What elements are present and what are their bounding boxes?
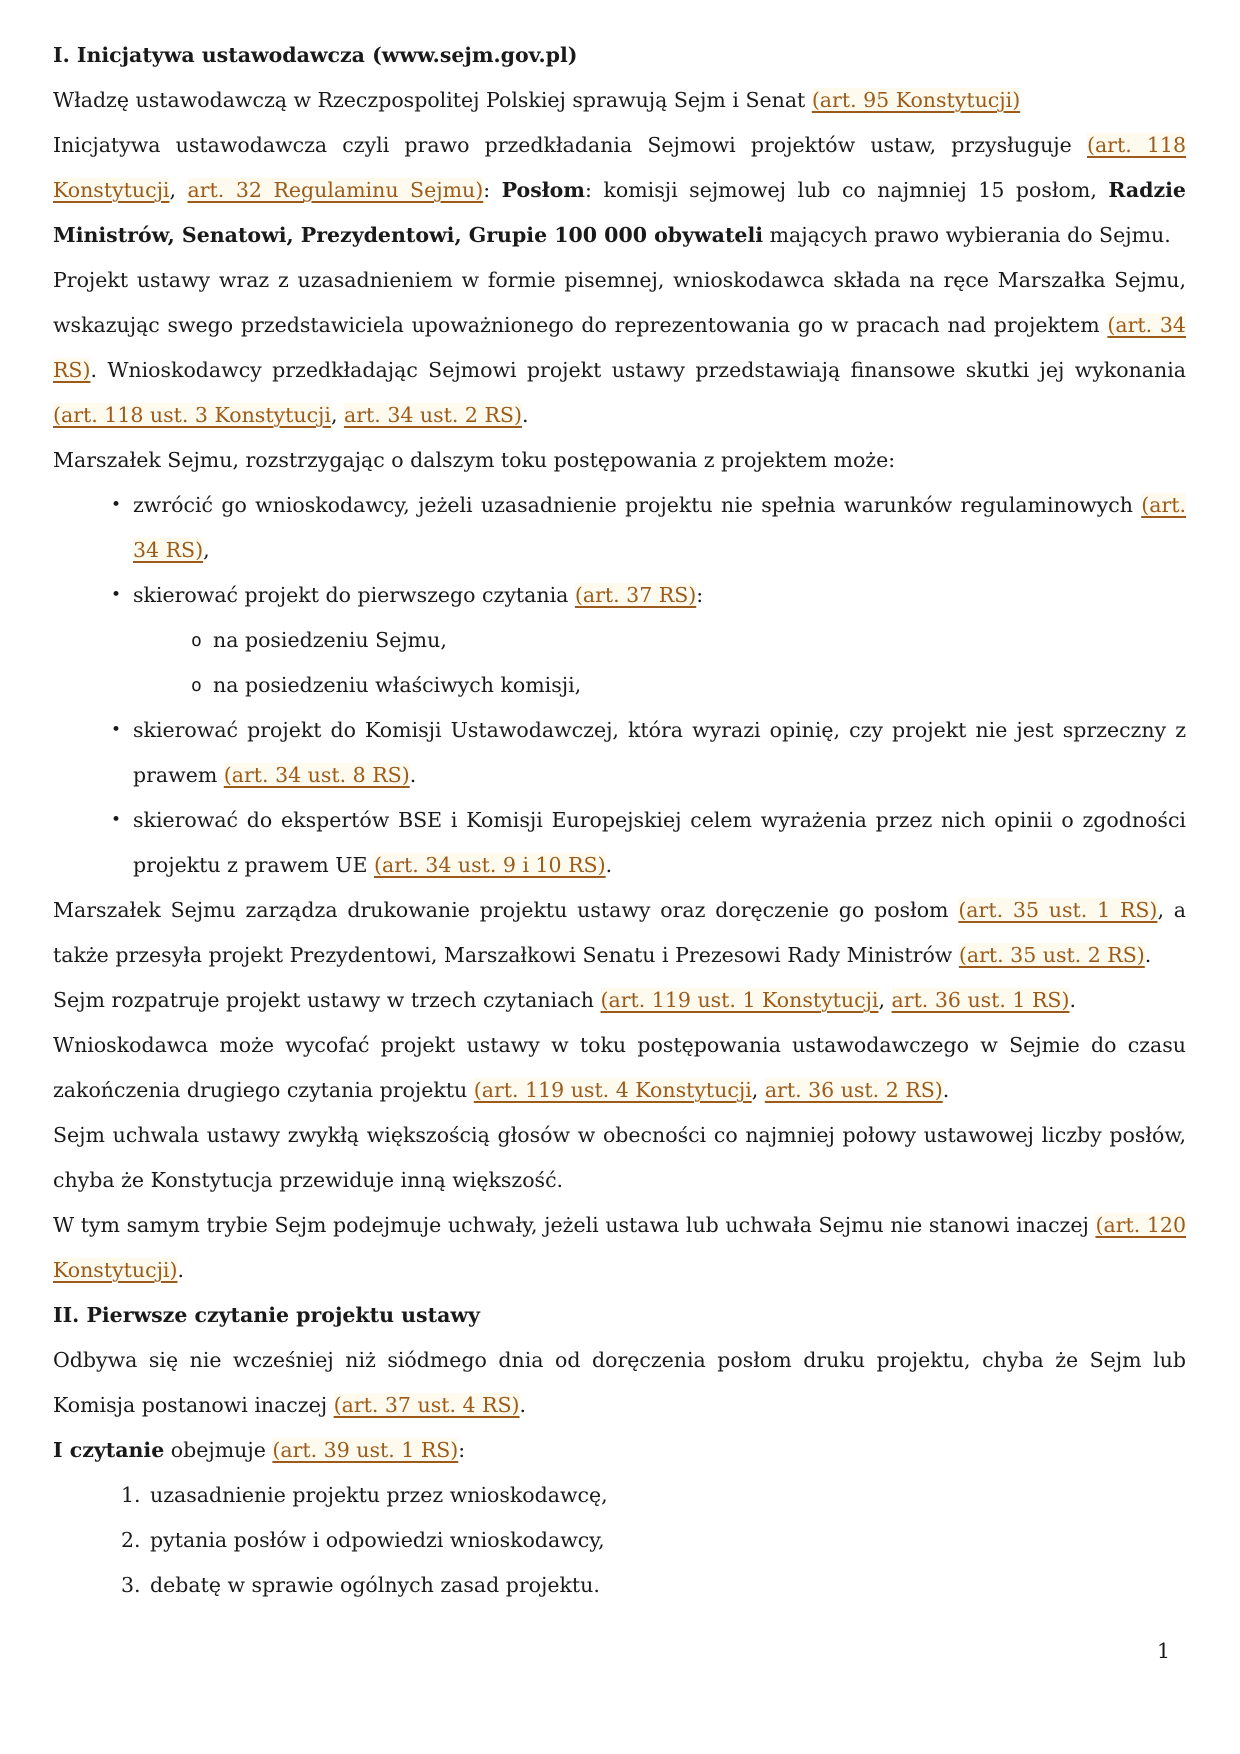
- paragraph: [53, 1428, 1186, 1473]
- text-run: Sejm uchwala ustawy zwykłą większością głosów w obecności co najmniej połowy ustawowej liczby posłów, chyba że Konstytucja przewiduje inną większość.: [53, 1123, 1186, 1192]
- article-link[interactable]: (art. 34 RS): [53, 313, 1186, 382]
- paragraph: [53, 438, 1186, 483]
- paragraph: [53, 258, 1186, 438]
- text-run: skierować do ekspertów BSE i Komisji Europejskiej celem wyrażenia przez nich opinii o zgodności projektu z prawem UE: [133, 808, 1186, 877]
- article-link[interactable]: (art. 120 Konstytucji): [53, 1213, 1186, 1282]
- bold-text-run: Radzie Ministrów, Senatowi, Prezydentowi, Grupie 100 000 obywateli: [53, 178, 1186, 247]
- paragraph: [53, 1113, 1186, 1203]
- text-run: .: [521, 403, 529, 427]
- text-run: , a także przesyła projekt Prezydentowi, Marszałkowi Senatu i Prezesowi Rady Ministrów: [53, 898, 1186, 967]
- text-run: Marszałek Sejmu zarządza drukowanie projektu ustawy oraz doręczenie go posłom: [53, 898, 959, 922]
- article-link[interactable]: (art. 119 ust. 4 Konstytucji: [473, 1078, 752, 1102]
- article-link[interactable]: (art. 119 ust. 1 Konstytucji: [600, 988, 879, 1012]
- text-run: Odbywa się nie wcześniej niż siódmego dnia od doręczenia posłom druku projektu, chyba że Sejm lub Komisja postanowi inaczej: [53, 1348, 1186, 1417]
- text-run: .: [519, 1393, 527, 1417]
- article-link[interactable]: (art. 35 ust. 2 RS): [958, 943, 1145, 967]
- text-run: :: [483, 178, 502, 202]
- article-link[interactable]: art. 36 ust. 2 RS): [764, 1078, 943, 1102]
- paragraph: [53, 123, 1186, 258]
- article-link[interactable]: art. 34 ust. 2 RS): [344, 403, 522, 427]
- text-run: na posiedzeniu właściwych komisji,: [213, 673, 582, 697]
- paragraph: [53, 978, 1186, 1023]
- list-number: 1.: [121, 1483, 141, 1507]
- text-run: . Wnioskodawcy przedkładając Sejmowi projekt ustawy przedstawiają finansowe skutki jej wykonania: [90, 358, 1186, 382]
- list-item-text: [133, 483, 1186, 573]
- numbered-item: [53, 1518, 1186, 1563]
- text-run: ,: [169, 178, 188, 202]
- bullet-item: [53, 483, 1186, 573]
- list-item-text: [150, 1473, 1186, 1518]
- article-link[interactable]: art. 32 Regulaminu Sejmu): [187, 178, 484, 202]
- text-run: ,: [751, 1078, 765, 1102]
- text-run: Projekt ustawy wraz z uzasadnieniem w formie pisemnej, wnioskodawca składa na ręce Marszałka Sejmu, wskazując swego przedstawiciela upoważnionego do reprezentowania go w pracach nad projektem: [53, 268, 1186, 337]
- text-run: pytania posłów i odpowiedzi wnioskodawcy,: [150, 1528, 605, 1552]
- text-run: W tym samym trybie Sejm podejmuje uchwały, jeżeli ustawa lub uchwała Sejmu nie stanowi inaczej: [53, 1213, 1096, 1237]
- list-item-text: [150, 1518, 1186, 1563]
- document-content: [53, 33, 1186, 1608]
- text-run: zwrócić go wnioskodawcy, jeżeli uzasadnienie projektu nie spełnia warunków regulaminowych: [133, 493, 1142, 517]
- text-run: : komisji sejmowej lub co najmniej 15 posłom,: [585, 178, 1109, 202]
- sub-bullet-item: [53, 663, 1186, 708]
- article-link[interactable]: (art. 34 RS): [133, 493, 1186, 562]
- bullet-marker-icon: o: [191, 630, 202, 651]
- bullet-marker-icon: •: [111, 585, 122, 605]
- text-run: Wnioskodawca może wycofać projekt ustawy w toku postępowania ustawodawczego w Sejmie do czasu zakończenia drugiego czytania projektu: [53, 1033, 1186, 1102]
- bold-text-run: Posłom: [501, 178, 586, 202]
- article-link[interactable]: (art. 35 ust. 1 RS): [958, 898, 1158, 922]
- list-item-text: [133, 708, 1186, 798]
- text-run: ,: [878, 988, 892, 1012]
- text-run: skierować projekt do pierwszego czytania: [133, 583, 575, 607]
- bullet-marker-icon: •: [111, 495, 122, 515]
- text-run: ,: [203, 538, 210, 562]
- list-item-text: [133, 573, 1186, 618]
- numbered-item: [53, 1473, 1186, 1518]
- list-item-text: [150, 1563, 1186, 1608]
- article-link[interactable]: (art. 95 Konstytucji): [811, 88, 1021, 112]
- text-run: :: [696, 583, 704, 607]
- bullet-item: [53, 708, 1186, 798]
- text-run: Władzę ustawodawczą w Rzeczpospolitej Polskiej sprawują Sejm i Senat: [53, 88, 812, 112]
- bullet-item: [53, 573, 1186, 618]
- article-link[interactable]: (art. 37 RS): [574, 583, 697, 607]
- list-item-text: [213, 618, 1186, 663]
- section-heading: [53, 33, 1186, 78]
- list-item-text: [213, 663, 1186, 708]
- text-run: mających prawo wybierania do Sejmu.: [763, 223, 1171, 247]
- bold-text-run: I. Inicjatywa ustawodawcza (www.sejm.gov.pl): [53, 43, 578, 67]
- text-run: Sejm rozpatruje projekt ustawy w trzech czytaniach: [53, 988, 601, 1012]
- text-run: .: [1069, 988, 1077, 1012]
- text-run: obejmuje: [164, 1438, 273, 1462]
- text-run: .: [177, 1258, 185, 1282]
- list-number: 3.: [121, 1573, 141, 1597]
- bold-text-run: I czytanie: [53, 1438, 165, 1462]
- text-run: .: [1144, 943, 1152, 967]
- paragraph: [53, 1023, 1186, 1113]
- article-link[interactable]: (art. 34 ust. 9 i 10 RS): [374, 853, 606, 877]
- bullet-marker-icon: •: [111, 720, 122, 740]
- section-heading: [53, 1293, 1186, 1338]
- text-run: ,: [330, 403, 345, 427]
- bold-text-run: II. Pierwsze czytanie projektu ustawy: [53, 1303, 480, 1327]
- sub-bullet-item: [53, 618, 1186, 663]
- text-run: na posiedzeniu Sejmu,: [213, 628, 447, 652]
- text-run: Inicjatywa ustawodawcza czyli prawo przedkładania Sejmowi projektów ustaw, przysługuje: [53, 133, 1087, 157]
- article-link[interactable]: (art. 118 ust. 3 Konstytucji: [53, 403, 331, 427]
- text-run: .: [942, 1078, 950, 1102]
- paragraph: [53, 78, 1186, 123]
- article-link[interactable]: (art. 34 ust. 8 RS): [223, 763, 410, 787]
- article-link[interactable]: (art. 37 ust. 4 RS): [333, 1393, 520, 1417]
- article-link[interactable]: (art. 39 ust. 1 RS): [272, 1438, 459, 1462]
- list-number: 2.: [121, 1528, 141, 1552]
- text-run: uzasadnienie projektu przez wnioskodawcę,: [150, 1483, 608, 1507]
- numbered-item: [53, 1563, 1186, 1608]
- bullet-marker-icon: o: [191, 675, 202, 696]
- text-run: Marszałek Sejmu, rozstrzygając o dalszym toku postępowania z projektem może:: [53, 448, 896, 472]
- text-run: .: [409, 763, 417, 787]
- paragraph: [53, 888, 1186, 978]
- page-number: 1: [1157, 1639, 1171, 1663]
- paragraph: [53, 1338, 1186, 1428]
- text-run: debatę w sprawie ogólnych zasad projektu.: [150, 1573, 600, 1597]
- text-run: .: [605, 853, 613, 877]
- list-item-text: [133, 798, 1186, 888]
- bullet-item: [53, 798, 1186, 888]
- text-run: :: [458, 1438, 466, 1462]
- bullet-marker-icon: •: [111, 810, 122, 830]
- paragraph: [53, 1203, 1186, 1293]
- article-link[interactable]: (art. 118 Konstytucji: [53, 133, 1187, 202]
- article-link[interactable]: art. 36 ust. 1 RS): [891, 988, 1070, 1012]
- text-run: skierować projekt do Komisji Ustawodawczej, która wyrazi opinię, czy projekt nie jest sprzeczny z prawem: [133, 718, 1186, 787]
